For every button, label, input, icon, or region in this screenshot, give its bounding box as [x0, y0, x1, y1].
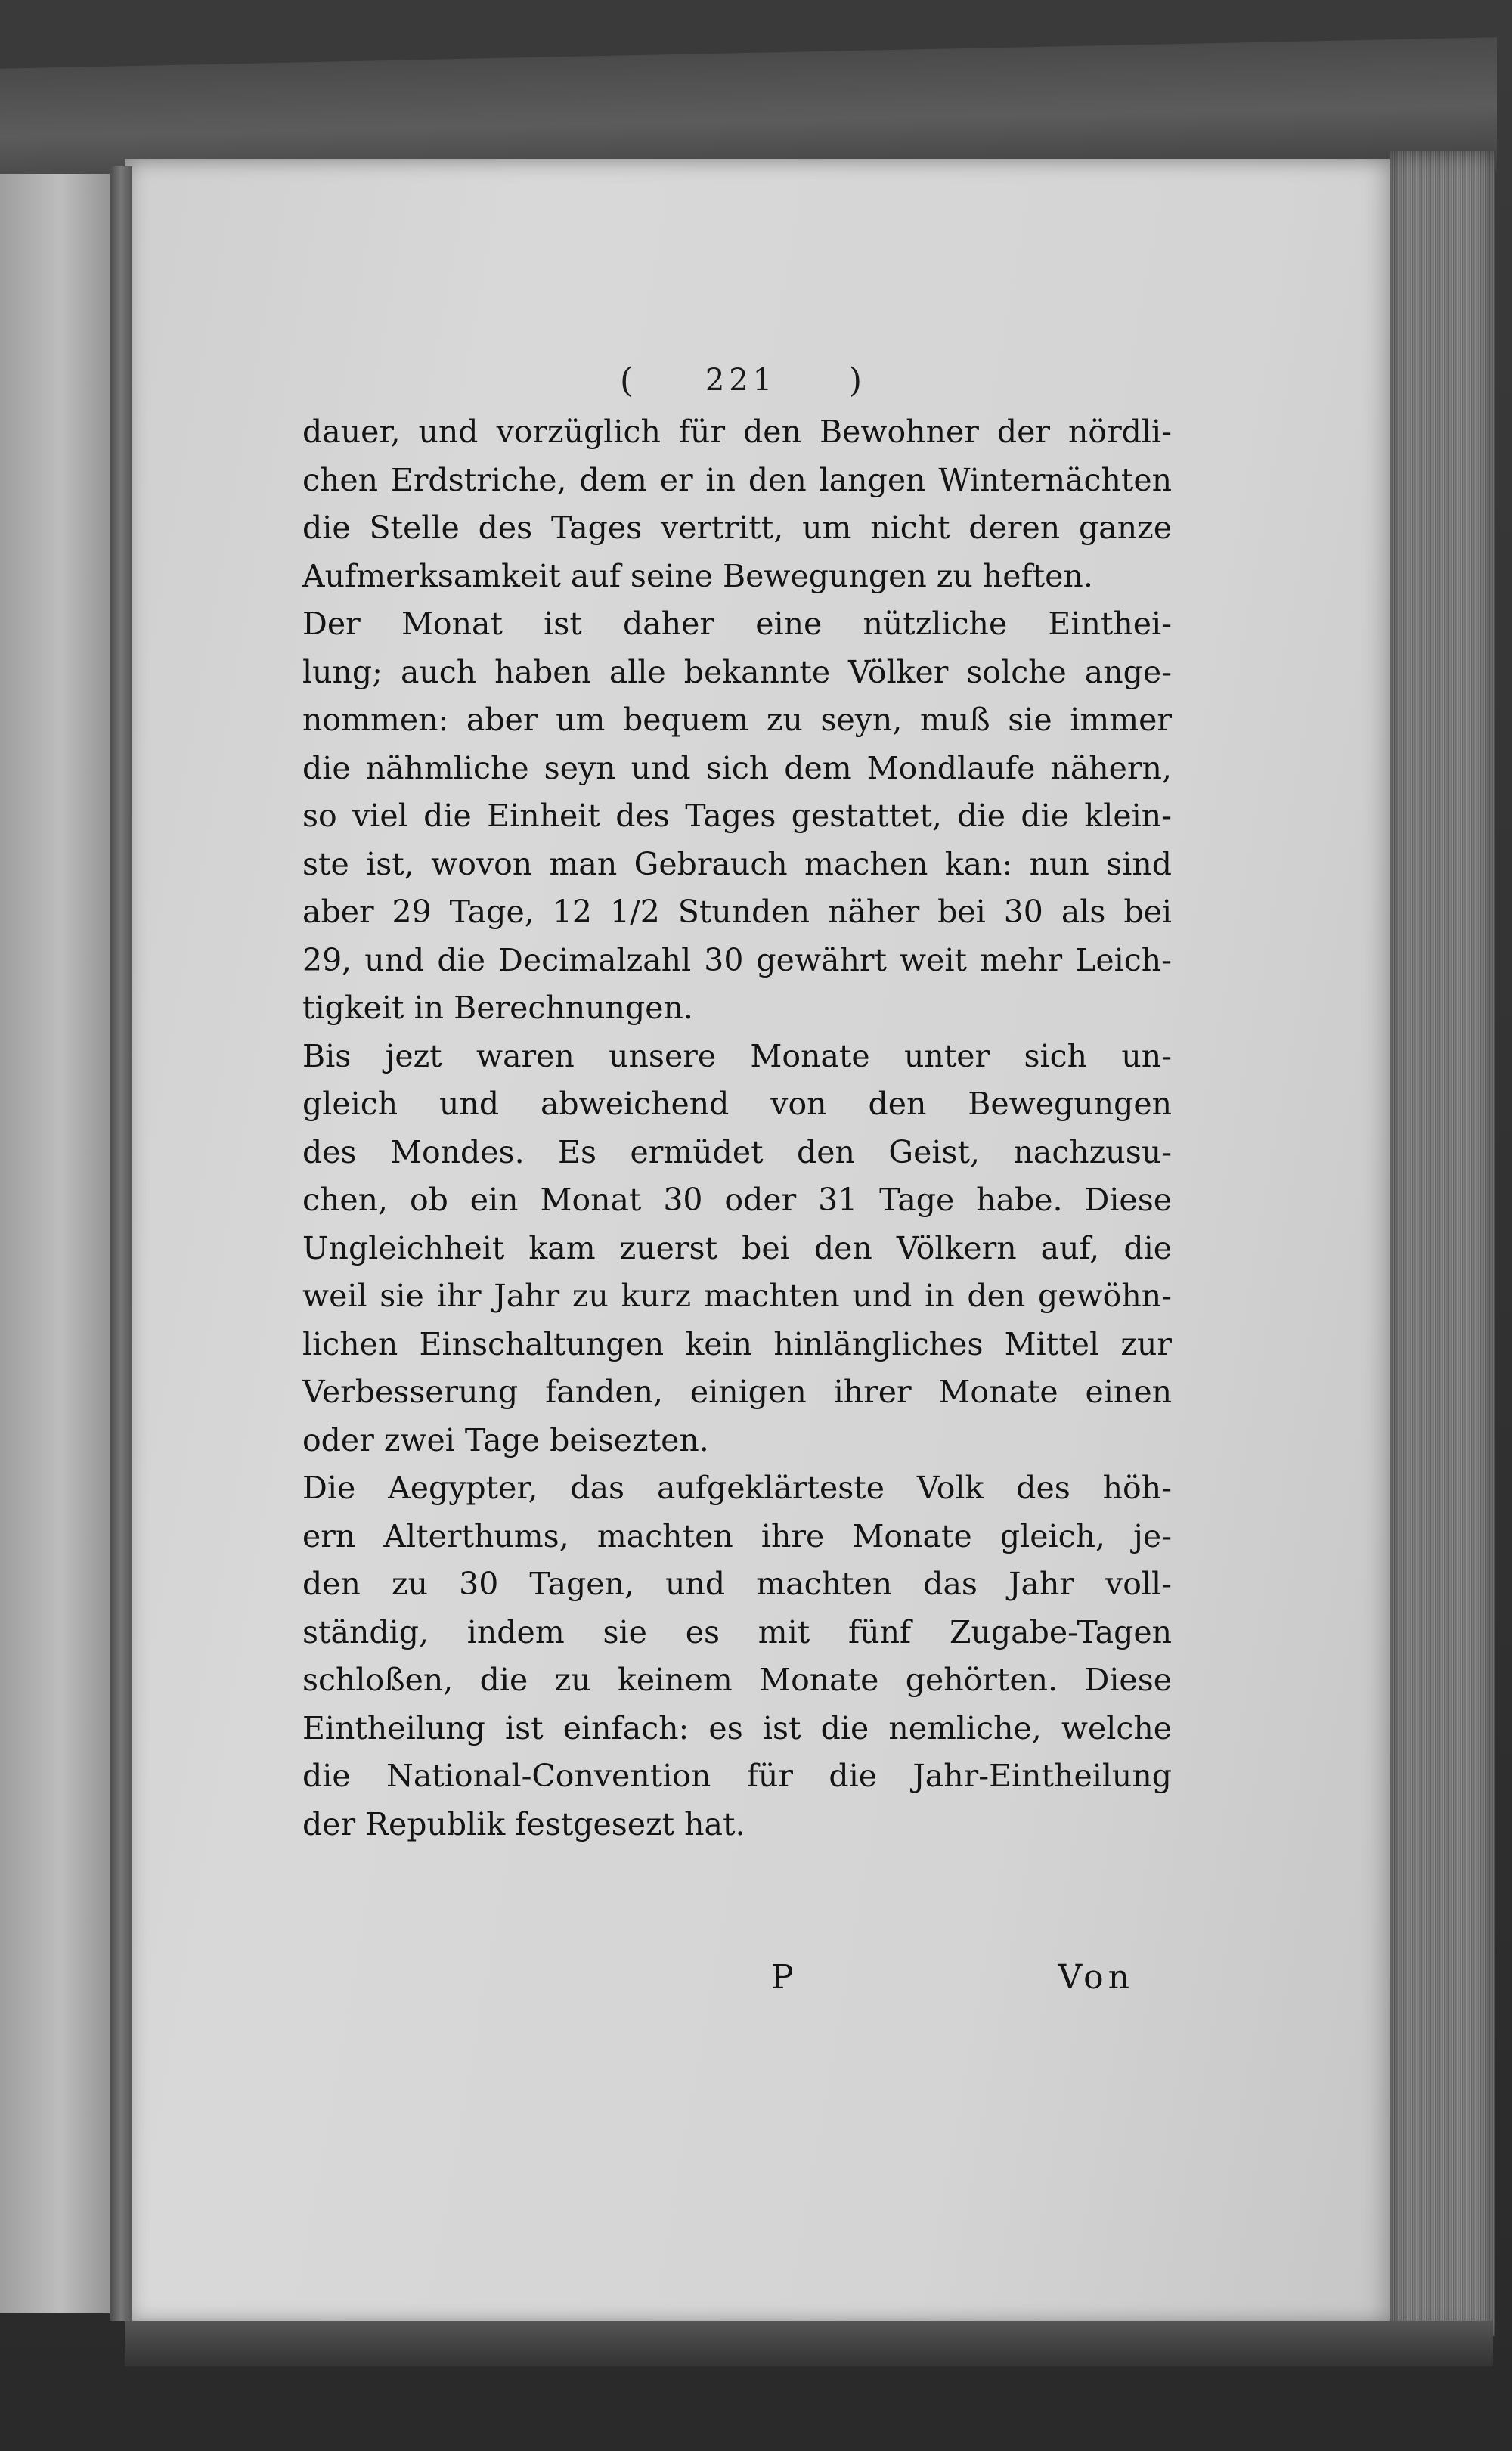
- page-header: [620, 354, 862, 407]
- text-line: die National-Convention für die Jahr-Eintheilung: [302, 1758, 1172, 1794]
- page-footer: [771, 1958, 1134, 2011]
- text-line: Verbesserung fanden, einigen ihrer Monate einen: [302, 1374, 1172, 1410]
- body-text: [302, 408, 1172, 1848]
- text-line: 29, und die Decimalzahl 30 gewährt weit mehr Leich-: [302, 941, 1172, 978]
- text-line: ste ist, wovon man Gebrauch machen kan: nun sind: [302, 845, 1172, 882]
- text-line: Die Aegypter, das aufgeklärteste Volk des höh-: [302, 1470, 1172, 1506]
- text-line: chen Erdstriche, dem er in den langen Winternächten: [302, 461, 1172, 498]
- text-line: so viel die Einheit des Tages gestattet, die die klein-: [302, 798, 1172, 834]
- page-number: 221: [705, 363, 777, 398]
- text-line: des Mondes. Es ermüdet den Geist, nachzusu-: [302, 1133, 1172, 1170]
- left-page-edge: [0, 174, 121, 2313]
- text-line: die nähmliche seyn und sich dem Mondlaufe nähern,: [302, 749, 1172, 786]
- header-close-paren: ): [848, 361, 862, 400]
- text-line: weil sie ihr Jahr zu kurz machten und in den gewöhn-: [302, 1278, 1172, 1314]
- book-gutter: [110, 166, 132, 2321]
- text-line: aber 29 Tage, 12 1/2 Stunden näher bei 30 als bei: [302, 894, 1172, 930]
- book-bottom-edge: [125, 2321, 1493, 2366]
- text-line: den zu 30 Tagen, und machten das Jahr voll-: [302, 1566, 1172, 1602]
- text-line: nommen: aber um bequem zu seyn, muß sie immer: [302, 702, 1172, 738]
- signature-mark: P: [771, 1958, 794, 1997]
- text-line: oder zwei Tage beisezten.: [302, 1421, 709, 1458]
- text-line: chen, ob ein Monat 30 oder 31 Tage habe. Diese: [302, 1182, 1172, 1218]
- text-line: tigkeit in Berechnungen.: [302, 990, 693, 1026]
- text-line: ständig, indem sie es mit fünf Zugabe-Tagen: [302, 1613, 1172, 1650]
- text-line: Aufmerksamkeit auf seine Bewegungen zu heften.: [302, 557, 1093, 594]
- text-line: Der Monat ist daher eine nützliche Einthei-: [302, 606, 1172, 642]
- header-open-paren: (: [620, 361, 634, 400]
- text-line: schloßen, die zu keinem Monate gehörten. Diese: [302, 1662, 1172, 1698]
- text-line: lung; auch haben alle bekannte Völker solche ange-: [302, 653, 1172, 690]
- text-line: der Republik festgesezt hat.: [302, 1805, 745, 1842]
- text-line: dauer, und vorzüglich für den Bewohner der nördli-: [302, 414, 1172, 450]
- text-line: Bis jezt waren unsere Monate unter sich un-: [302, 1037, 1172, 1074]
- text-line: ern Alterthums, machten ihre Monate gleich, je-: [302, 1517, 1172, 1554]
- text-line: lichen Einschaltungen kein hinlängliches Mittel zur: [302, 1325, 1172, 1362]
- text-line: Eintheilung ist einfach: es ist die nemliche, welche: [302, 1709, 1172, 1746]
- catchword: Von: [1058, 1958, 1134, 1997]
- page-fore-edge: [1390, 151, 1495, 2336]
- text-line: gleich und abweichend von den Bewegungen: [302, 1086, 1172, 1122]
- text-line: Ungleichheit kam zuerst bei den Völkern auf, die: [302, 1229, 1172, 1266]
- text-line: die Stelle des Tages vertritt, um nicht deren ganze: [302, 510, 1172, 546]
